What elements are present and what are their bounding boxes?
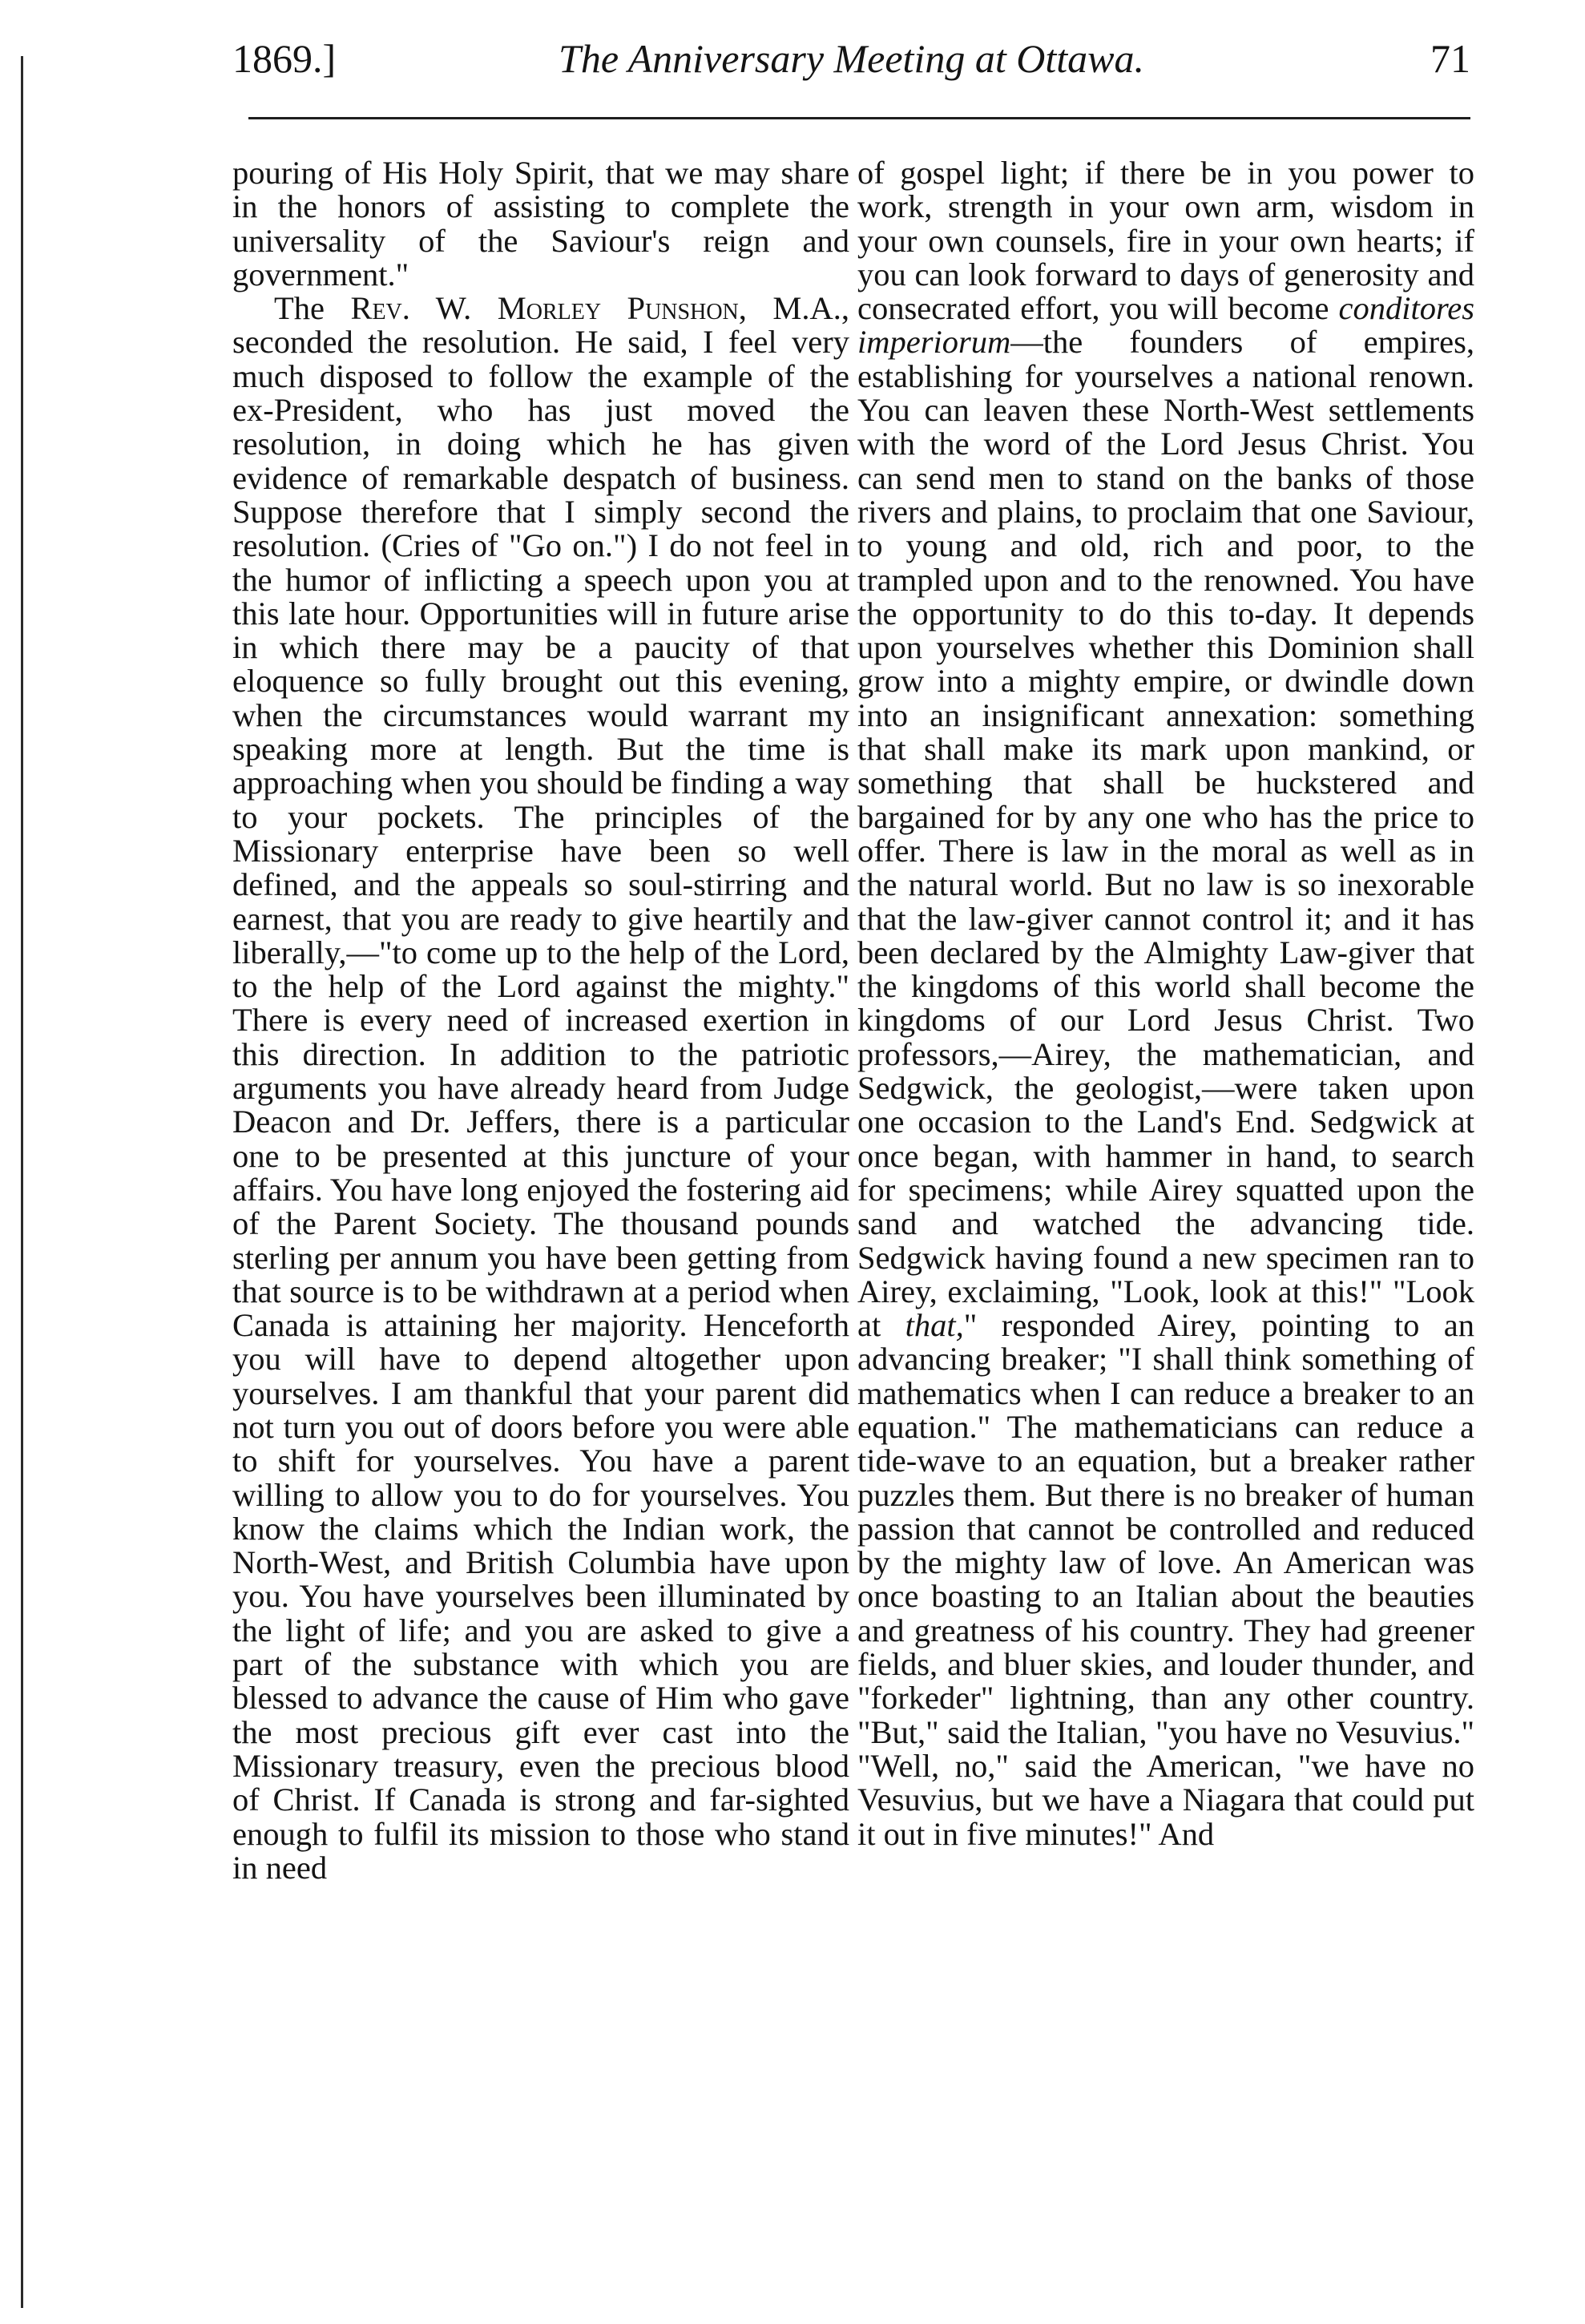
running-head-date: 1869.] <box>232 36 337 81</box>
paragraph-text: pouring of His Holy Spirit, that we may share in the honors of assisting to complete the universality of the Saviour's reign and government." <box>232 155 849 293</box>
latin-phrase: conditores imperiorum <box>857 290 1474 361</box>
page-number: 71 <box>1430 36 1470 81</box>
header-rule <box>248 117 1470 119</box>
paragraph <box>232 292 849 1885</box>
left-margin-rule <box>21 56 23 2308</box>
emphasis: that, <box>905 1307 964 1344</box>
running-head <box>232 30 1470 87</box>
paragraph-text: of gospel light; if there be in you power to work, strength in your own arm, wisdom in your own counsels, fire in your own hearts; if you can look forward to days of generosity and consecrated effort, you will become <box>857 155 1474 327</box>
paragraph-lead: The <box>274 290 351 327</box>
paragraph-text: " responded Airey, pointing to an advancing breaker; "I shall think something of mathematics when I can reduce a breaker to an equation." The mathematicians can reduce a tide-wave to an equation, but a breaker rather puzzles them. But there is no breaker of human passion that cannot be controlled and reduced by the mighty law of love. An American was once boasting to an Italian about the beauties and greatness of his country. They had greener fields, and bluer skies, and louder thunder, and "forkeder" lightning, than any other country. "But," said the Italian, "you have no Vesuvius." "Well, no," said the American, "we have no Vesuvius, but we have a Niagara that could put it out in five minutes!" And <box>857 1307 1474 1852</box>
running-head-title: The Anniversary Meeting at Ottawa. <box>559 36 1144 81</box>
paragraph-lead: W. <box>409 290 498 327</box>
paragraph <box>857 156 1474 1851</box>
paragraph-text: —the founders of empires, establishing for yourselves a national renown. You can leaven these North-West settlements with the word of the Lord Jesus Christ. You can send men to stand on the banks of those rivers and plains, to proclaim that one Saviour, to young and old, rich and poor, to the trampled upon and to the renowned. You have the opportunity to do this to-day. It depends upon yourselves whether this Dominion shall grow into a mighty empire, or dwindle down into an insignificant annexation: something that shall make its mark upon mankind, or something that shall be huckstered and bargained for by any one who has the price to offer. There is law in the moral as well as in the natural world. But no law is so inexorable that the law-giver cannot control it; and it has been declared by the Almighty Law-giver that the kingdoms of this world shall become the kingdoms of our Lord Jesus Christ. Two professors,—Airey, the mathematician, and Sedgwick, the geologist,—were taken upon one occasion to the Land's End. Sedgwick at once began, with hammer in hand, to search for specimens; while Airey squatted upon the sand and watched the advancing tide. Sedgwick having found a new specimen ran to Airey, exclaiming, "Look, look at this!" "Look at <box>857 324 1474 1344</box>
title-rev: Rev. <box>350 290 410 327</box>
paragraph <box>232 156 849 292</box>
speaker-name: Morley Punshon <box>497 290 739 327</box>
left-column <box>232 156 849 1885</box>
right-column <box>857 156 1474 1851</box>
paragraph-text: , M.A., seconded the resolution. He said, I feel very much disposed to follow the example of the ex-President, who has just moved the resolution, in doing which he has given evidence of remarkable despatch of business. Suppose therefore that I simply second the resolution. (Cries of "Go on.") I do not feel in the humor of inflicting a speech upon you at this late hour. Opportunities will in future arise in which there may be a paucity of that eloquence so fully brought out this evening, when the circumstances would warrant my speaking more at length. But the time is approaching when you should be finding a way to your pockets. The principles of the Missionary enterprise have been so well defined, and the appeals so soul-stirring and earnest, that you are ready to give heartily and liberally,—"to come up to the help of the Lord, to the help of the Lord against the mighty." There is every need of increased exertion in this direction. In addition to the patriotic arguments you have already heard from Judge Deacon and Dr. Jeffers, there is a particular one to be presented at this juncture of your affairs. You have long enjoyed the fostering aid of the Parent Society. The thousand pounds sterling per annum you have been getting from that source is to be withdrawn at a period when Canada is attaining her majority. Henceforth you will have to depend altogether upon yourselves. I am thankful that your parent did not turn you out of doors before you were able to shift for yourselves. You have a parent willing to allow you to do for yourselves. You know the claims which the Indian work, the North-West, and British Columbia have upon you. You have yourselves been illuminated by the light of life; and you are asked to give a part of the substance with which you are blessed to advance the cause of Him who gave the most precious gift ever cast into the Missionary treasury, even the precious blood of Christ. If Canada is strong and far-sighted enough to fulfil its mission to those who stand in need <box>232 290 849 1886</box>
